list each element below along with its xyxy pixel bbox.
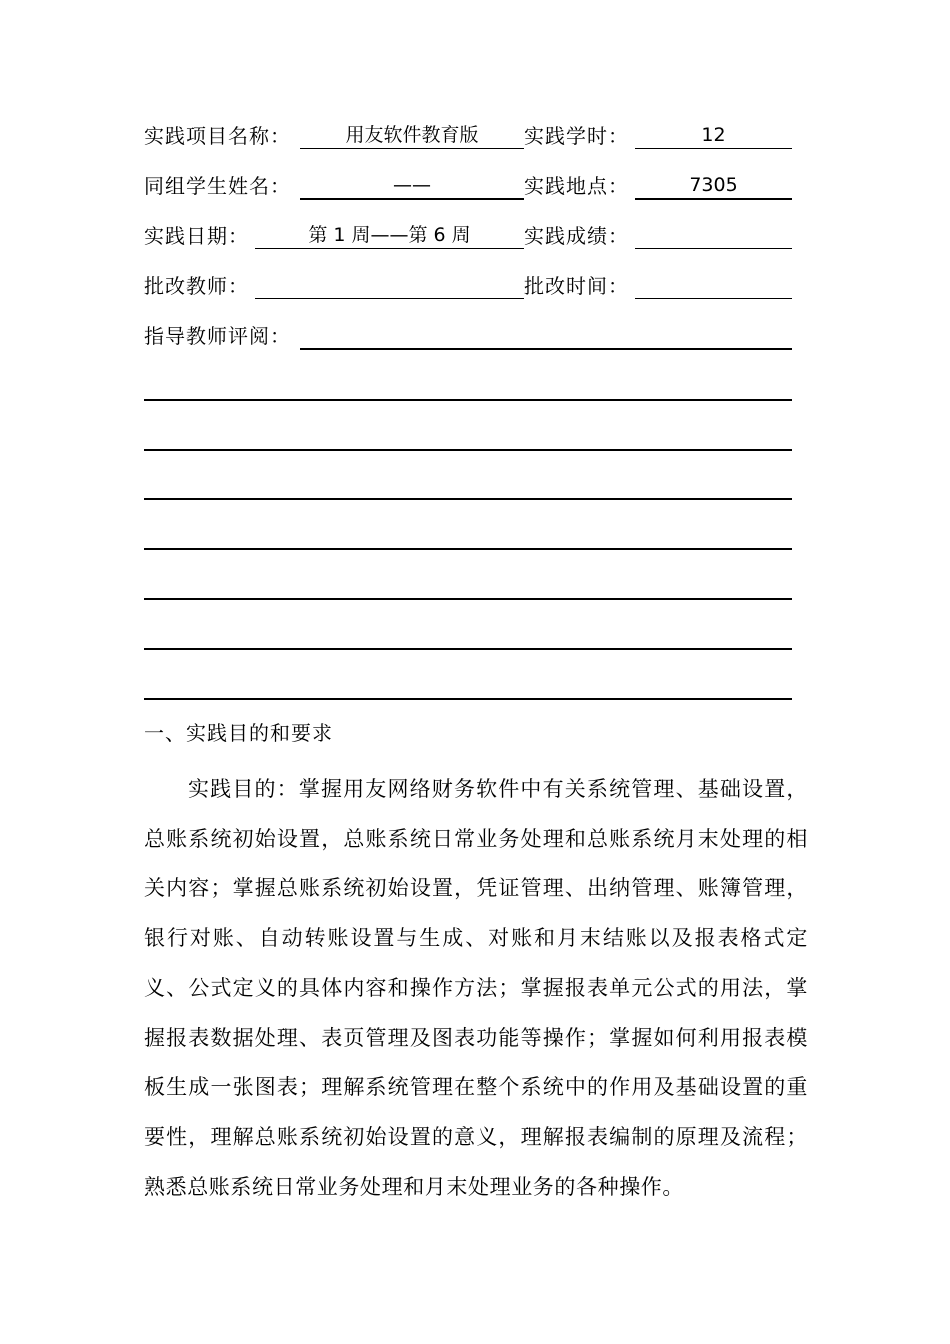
comment-line [144,598,792,600]
comment-line [144,548,792,550]
teacher-field[interactable] [255,272,524,299]
comment-line [144,449,792,451]
project-name-field[interactable]: 用友软件教育版 [300,122,524,149]
section-paragraph: 实践目的：掌握用友网络财务软件中有关系统管理、基础设置，总账系统初始设置，总账系统日常业务处理和总账系统月末处理的相关内容；掌握总账系统初始设置，凭证管理、出纳管理、账簿管理，银行对账、自动转账设置与生成、对账和月末结账以及报表格式定义、公式定义的具体内容和操作方法；掌握报表单元公式的用法，掌握报表数据处理、表页管理及图表功能等操作；掌握如何利用报表模板生成一张图表；理解系统管理在整个系统中的作用及基础设置的重要性，理解总账系统初始设置的意义，理解报表编制的原理及流程；熟悉总账系统日常业务处理和月末处理业务的各种操作。 [144,777,808,1199]
comment-line [144,648,792,650]
hours-field[interactable]: 12 [635,122,792,149]
comment-line [144,698,792,700]
comment-label: 指导教师评阅： [144,324,291,348]
group-students-field[interactable]: —— [300,172,524,200]
group-students-label: 同组学生姓名： [144,174,291,198]
teacher-label: 批改教师： [144,274,249,298]
review-time-field[interactable] [635,272,792,299]
date-label: 实践日期： [144,224,249,248]
section-heading: 一、实践目的和要求 [144,721,333,745]
comment-field[interactable] [300,322,792,350]
comment-line [144,399,792,401]
grade-field[interactable] [635,222,792,249]
location-field[interactable]: 7305 [635,172,792,200]
comment-line [144,498,792,500]
review-time-label: 批改时间： [524,274,629,298]
grade-label: 实践成绩： [524,224,629,248]
hours-label: 实践学时： [524,124,629,148]
date-field[interactable]: 第 1 周——第 6 周 [255,222,524,249]
project-name-label: 实践项目名称： [144,124,291,148]
location-label: 实践地点： [524,174,629,198]
